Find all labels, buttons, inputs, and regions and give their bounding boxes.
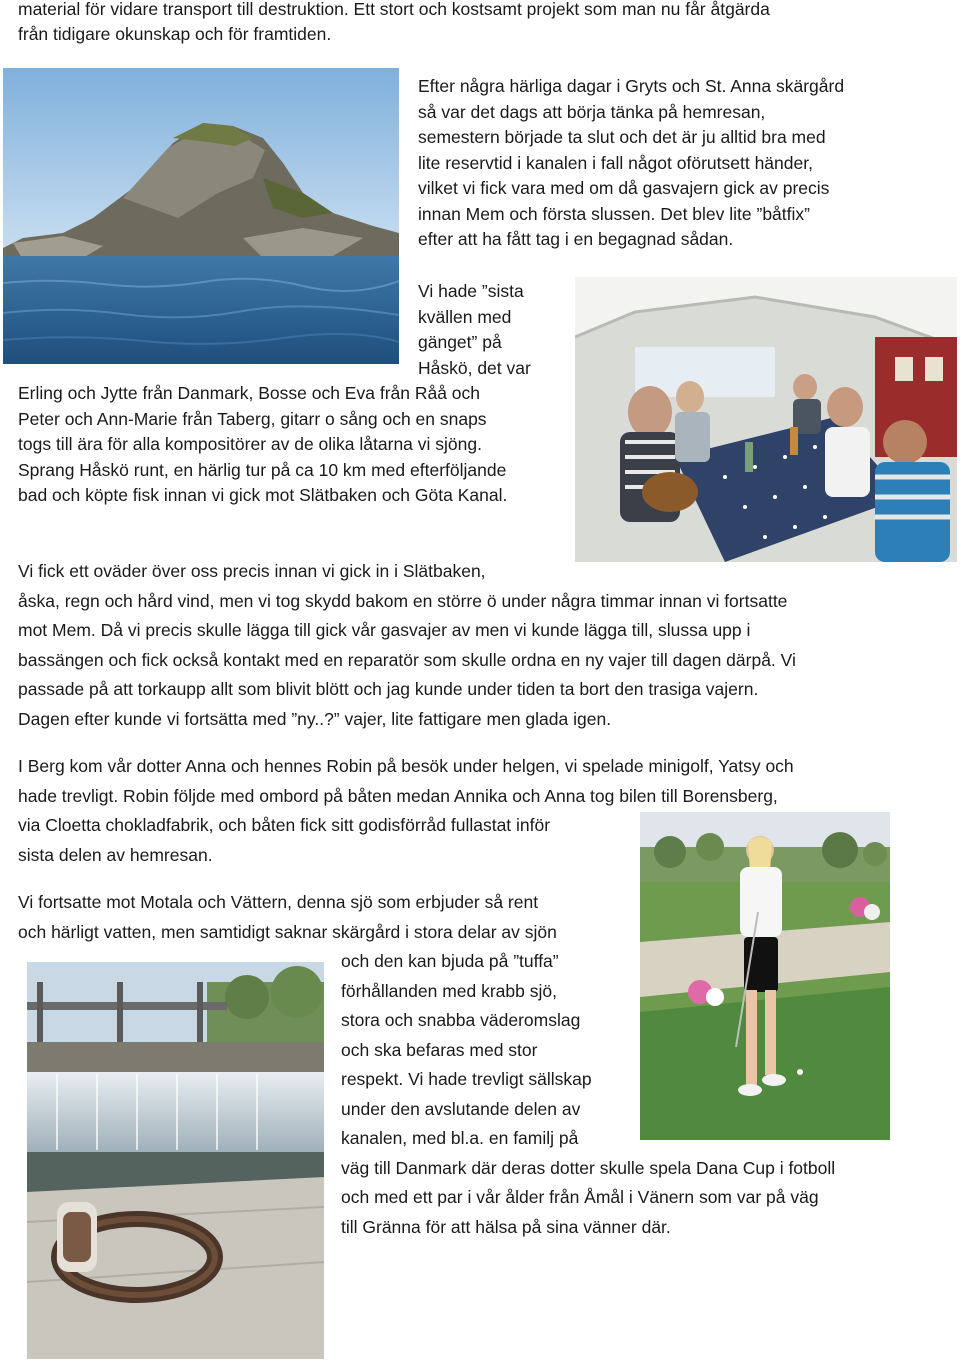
evening-line: Erling och Jytte från Danmark, Bosse och Eva från Råå och <box>18 383 481 403</box>
storm-line: passade på att torkaupp allt som blivit blött och jag kunde under tiden ta bort den trasiga vajern. <box>18 679 759 699</box>
intro-line: material för vidare transport till destruktion. Ett stort och kostsamt projekt som man nu får åtgärda <box>18 0 770 19</box>
motala-line: och den kan bjuda på ”tuffa” <box>341 951 559 971</box>
evening-line: bad och köpte fisk innan vi gick mot Slätbaken och Göta Kanal. <box>18 485 508 505</box>
berg-line: I Berg kom vår dotter Anna och hennes Robin på besök under helgen, vi spelade minigolf, Yatsy och <box>18 756 794 776</box>
return-line: vilket vi fick vara med om då gasvajern gick av precis <box>418 178 830 198</box>
motala-line: och härligt vatten, men samtidigt saknar skärgård i stora delar av sjön <box>18 921 557 942</box>
evening-line: togs till ära för alla kompositörer av de olika låtarna vi sjöng. <box>18 434 482 454</box>
evening-line: gänget” på <box>418 332 502 352</box>
motala-line: och ska befaras med stor <box>341 1039 538 1060</box>
storm-line: Dagen efter kunde vi fortsätta med ”ny..?” vajer, lite fattigare men glada igen. <box>18 708 612 729</box>
return-line: innan Mem och första slussen. Det blev lite ”båtfix” <box>418 203 810 224</box>
berg-line: via Cloetta chokladfabrik, och båten fick sitt godisförråd fullastat inför <box>18 815 551 835</box>
motala-line: stora och snabba väderomslag <box>341 1010 581 1030</box>
evening-line: Håskö, det var <box>418 357 531 378</box>
intro-line: från tidigare okunskap och för framtiden. <box>18 24 332 44</box>
return-line: Efter några härliga dagar i Gryts och St. Anna skärgård <box>418 76 845 96</box>
motala-line: väg till Danmark där deras dotter skulle spela Dana Cup i fotboll <box>341 1157 836 1178</box>
evening-line: Peter och Ann-Marie från Taberg, gitarr o sång och en snaps <box>18 408 487 429</box>
motala-line: under den avslutande delen av <box>341 1098 581 1119</box>
return-line: lite reservtid i kanalen i fall något oförutsett händer, <box>418 152 813 173</box>
storm-line: mot Mem. Då vi precis skulle lägga till gick vår gasvajer av men vi kunde lägga till, slussa upp i <box>18 620 751 640</box>
storm-line: bassängen och fick också kontakt med en reparatör som skulle ordna en ny vajer till dagen därpå. Vi <box>18 649 796 670</box>
motala-line: kanalen, med bl.a. en familj på <box>341 1128 579 1148</box>
berg-line: sista delen av hemresan. <box>18 844 213 865</box>
evening-line: Sprang Håskö runt, en härlig tur på ca 10 km med efterföljande <box>18 459 507 480</box>
return-line: efter att ha fått tag i en begagnad sådan. <box>418 229 734 249</box>
berg-line: hade trevligt. Robin följde med ombord på båten medan Annika och Anna tog bilen till Borensberg, <box>18 785 778 806</box>
motala-line: Vi fortsatte mot Motala och Vättern, denna sjö som erbjuder så rent <box>18 892 539 912</box>
motala-line: till Gränna för att hälsa på sina vänner där. <box>341 1216 671 1237</box>
canal-lock-photo <box>27 962 324 1359</box>
motala-line: och med ett par i vår ålder från Åmål i Vänern som var på väg <box>341 1187 819 1207</box>
return-line: semestern började ta slut och det är ju alltid bra med <box>418 127 826 147</box>
evening-line: kvällen med <box>418 306 512 327</box>
evening-line: Vi hade ”sista <box>418 281 524 301</box>
party-photo <box>575 277 957 562</box>
island-photo <box>3 68 399 364</box>
motala-line: förhållanden med krabb sjö, <box>341 980 557 1001</box>
storm-line: Vi fick ett oväder över oss precis innan vi gick in i Slätbaken, <box>18 561 486 581</box>
storm-line: åska, regn och hård vind, men vi tog skydd bakom en större ö under några timmar innan vi fortsatte <box>18 590 788 611</box>
return-line: så var det dags att börja tänka på hemresan, <box>418 101 766 122</box>
minigolf-photo <box>640 812 890 1140</box>
motala-line: respekt. Vi hade trevligt sällskap <box>341 1069 592 1089</box>
